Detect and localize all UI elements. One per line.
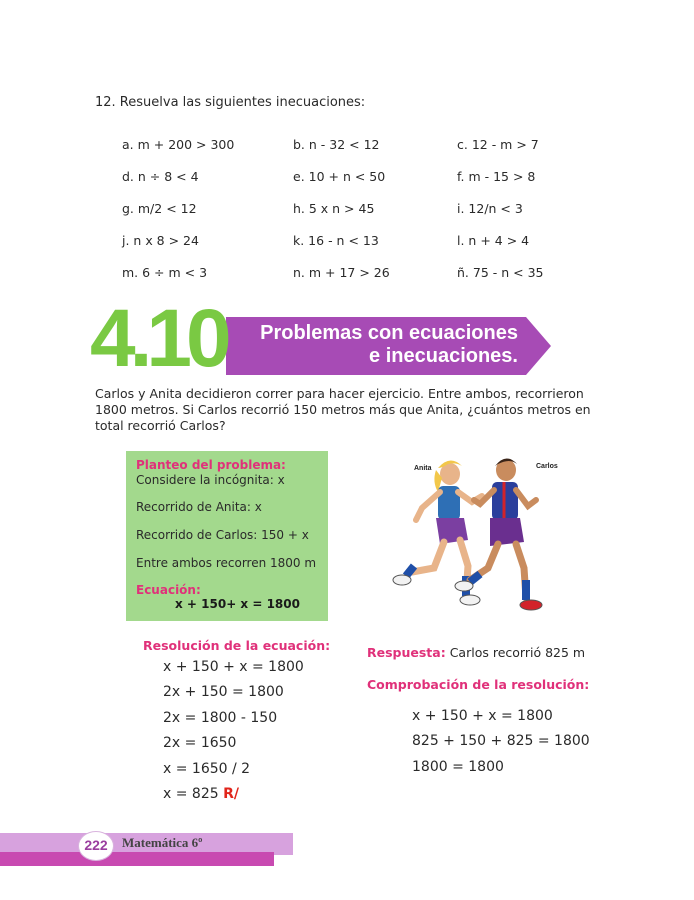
resolution-result: x = 825	[163, 786, 219, 802]
section-title	[238, 322, 518, 368]
answer-label: Respuesta:	[367, 645, 446, 660]
planteo-heading: Planteo del problema:	[136, 458, 286, 472]
inequality-d: d. n ÷ 8 < 4	[122, 169, 199, 184]
resolution-line: x = 1650 / 2	[163, 761, 251, 777]
resolution-line: 2x = 1650	[163, 735, 237, 751]
inequality-k: k. 16 - n < 13	[293, 233, 379, 248]
check-line: x + 150 + x = 1800	[412, 708, 553, 724]
answer-mark: R/	[223, 786, 239, 802]
planteo-line: Recorrido de Carlos: 150 + x	[136, 528, 309, 542]
runners-illustration	[378, 448, 578, 623]
carlos-figure	[455, 458, 542, 610]
planteo-line: Recorrido de Anita: x	[136, 500, 262, 514]
equation-heading: Ecuación:	[136, 583, 201, 597]
inequality-j: j. n x 8 > 24	[122, 233, 199, 248]
exercise-title: 12. Resuelva las siguientes inecuaciones:	[95, 95, 366, 110]
inequality-c: c. 12 - m > 7	[457, 137, 539, 152]
resolution-heading: Resolución de la ecuación:	[143, 638, 331, 653]
check-line: 1800 = 1800	[412, 759, 504, 775]
inequality-e: e. 10 + n < 50	[293, 169, 386, 184]
planteo-line: Entre ambos recorren 1800 m	[136, 556, 317, 570]
inequality-h: h. 5 x n > 45	[293, 201, 375, 216]
page-number: 222	[84, 837, 108, 853]
inequality-enie: ñ. 75 - n < 35	[457, 265, 544, 280]
inequality-i: i. 12/n < 3	[457, 201, 523, 216]
section-number: 4.10	[90, 293, 226, 384]
inequality-m: m. 6 ÷ m < 3	[122, 265, 208, 280]
resolution-line: x + 150 + x = 1800	[163, 659, 304, 675]
anita-label: Anita	[414, 465, 432, 472]
section-title-line-1: Problemas con ecuaciones	[260, 322, 518, 344]
resolution-line: 2x = 1800 - 150	[163, 710, 278, 726]
section-title-line-2: e inecuaciones.	[369, 345, 518, 367]
inequality-n: n. m + 17 > 26	[293, 265, 390, 280]
equation: x + 150+ x = 1800	[175, 597, 300, 611]
footer-band-dark	[0, 852, 274, 866]
resolution-final-line	[163, 786, 239, 802]
check-heading: Comprobación de la resolución:	[367, 677, 590, 692]
carlos-label: Carlos	[536, 463, 558, 470]
planteo-line: Considere la incógnita: x	[136, 473, 285, 487]
check-line: 825 + 150 + 825 = 1800	[412, 733, 590, 749]
answer-text: Carlos recorrió 825 m	[449, 645, 586, 660]
inequality-b: b. n - 32 < 12	[293, 137, 380, 152]
inequality-g: g. m/2 < 12	[122, 201, 197, 216]
problem-text: Carlos y Anita decidieron correr para hacer ejercicio. Entre ambos, recorrieron 1800 metros. Si Carlos recorrió 150 metros más que Anita, ¿cuántos metros en total recorrió Carlos?	[95, 386, 591, 433]
inequality-a: a. m + 200 > 300	[122, 137, 235, 152]
resolution-line: 2x + 150 = 1800	[163, 684, 284, 700]
inequality-l: l. n + 4 > 4	[457, 233, 530, 248]
inequality-f: f. m - 15 > 8	[457, 169, 536, 184]
book-title: Matemática 6º	[122, 835, 203, 850]
answer	[367, 645, 585, 660]
